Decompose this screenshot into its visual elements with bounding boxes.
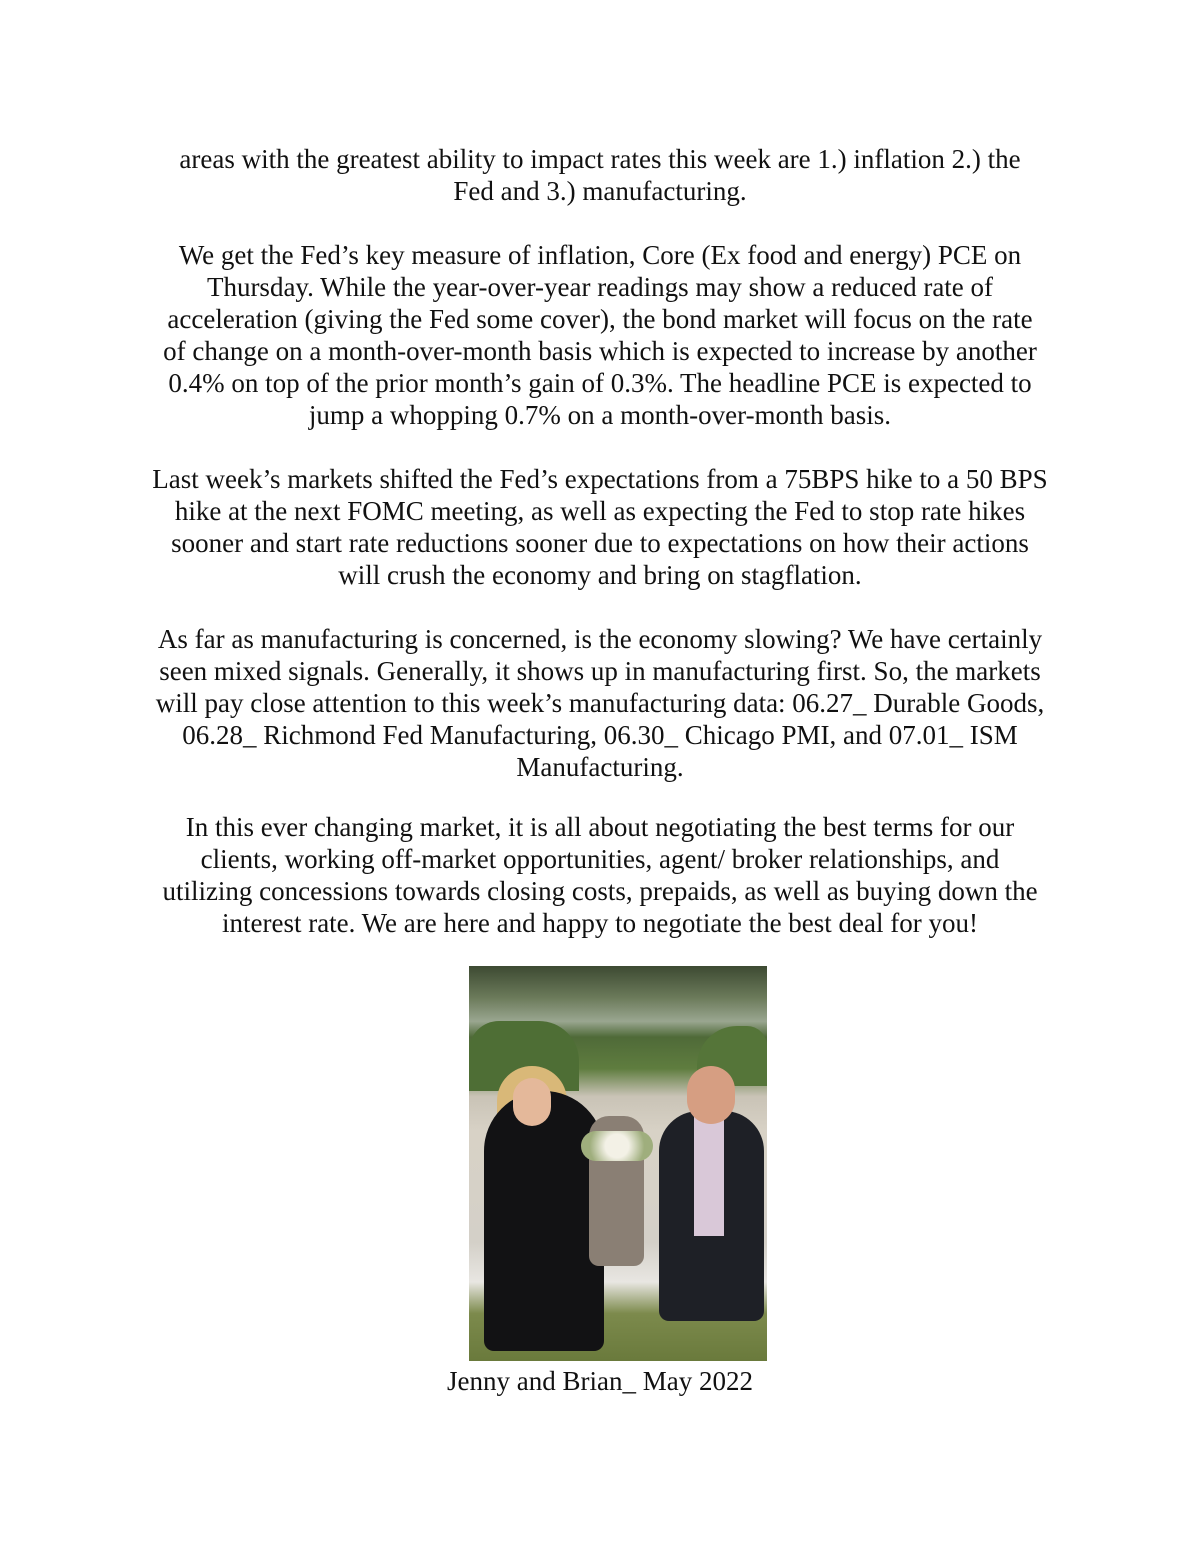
text-line: seen mixed signals. Generally, it shows up in manufacturing first. So, the markets <box>159 656 1041 686</box>
paragraph-inflation-pce <box>0 239 1200 431</box>
text-line: will pay close attention to this week’s manufacturing data: 06.27_ Durable Goods, <box>155 688 1045 718</box>
text-line: jump a whopping 0.7% on a month-over-month basis. <box>308 400 892 430</box>
flower-garland <box>581 1131 653 1161</box>
paragraph-manufacturing <box>0 623 1200 783</box>
text-line: Last week’s markets shifted the Fed’s expectations from a 75BPS hike to a 50 BPS <box>152 464 1048 494</box>
photo-caption: Jenny and Brian_ May 2022 <box>447 1366 753 1396</box>
text-line: Fed and 3.) manufacturing. <box>453 176 747 206</box>
text-line: acceleration (giving the Fed some cover), the bond market will focus on the rate <box>167 304 1033 334</box>
text-line: will crush the economy and bring on stagflation. <box>338 560 862 590</box>
text-line: hike at the next FOMC meeting, as well as expecting the Fed to stop rate hikes <box>174 496 1026 526</box>
paragraph-rate-drivers <box>0 143 1200 207</box>
man-shirt <box>694 1116 724 1236</box>
text-line: As far as manufacturing is concerned, is the economy slowing? We have certainly <box>157 624 1043 654</box>
text-line: 0.4% on top of the prior month’s gain of 0.3%. The headline PCE is expected to <box>168 368 1032 398</box>
text-line: utilizing concessions towards closing costs, prepaids, as well as buying down the <box>162 876 1038 906</box>
text-line: of change on a month-over-month basis which is expected to increase by another <box>163 336 1037 366</box>
text-line: interest rate. We are here and happy to negotiate the best deal for you! <box>221 908 978 938</box>
text-line: Manufacturing. <box>516 752 684 782</box>
man-head <box>687 1066 735 1124</box>
text-line: In this ever changing market, it is all about negotiating the best terms for our <box>185 812 1015 842</box>
text-line: areas with the greatest ability to impact rates this week are 1.) inflation 2.) the <box>179 144 1021 174</box>
paragraph-negotiation <box>0 811 1200 939</box>
text-line: sooner and start rate reductions sooner due to expectations on how their actions <box>171 528 1029 558</box>
paragraph-fed-expectations <box>0 463 1200 591</box>
woman-face <box>513 1078 551 1126</box>
text-line: Thursday. While the year-over-year readings may show a reduced rate of <box>206 272 994 302</box>
photo-jenny-and-brian <box>469 966 767 1361</box>
text-line: clients, working off-market opportunities, agent/ broker relationships, and <box>200 844 1000 874</box>
text-line: 06.28_ Richmond Fed Manufacturing, 06.30_ Chicago PMI, and 07.01_ ISM <box>182 720 1018 750</box>
woman-figure <box>484 1091 604 1351</box>
text-line: We get the Fed’s key measure of inflation, Core (Ex food and energy) PCE on <box>178 240 1022 270</box>
